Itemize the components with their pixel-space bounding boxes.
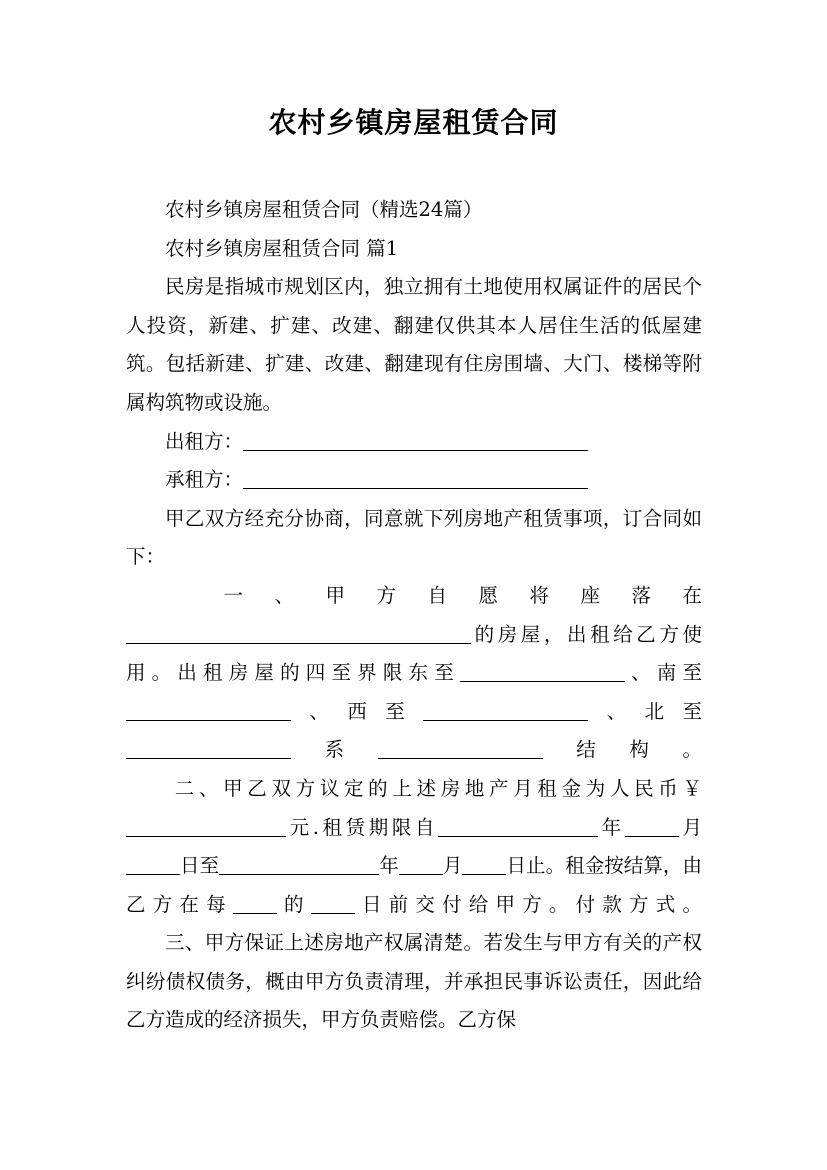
lessee-blank — [243, 469, 588, 490]
clause-2-part2: 元.租赁期限自 — [286, 815, 439, 839]
west-boundary-blank — [423, 700, 588, 721]
lessee-label: 承租方： — [165, 468, 244, 492]
clause-1-part6: 系 — [291, 738, 378, 762]
clause-1-part5: 、北至 — [588, 699, 702, 723]
clause-1-part4: 、西至 — [291, 699, 424, 723]
clause-2-part1: 二、甲乙双方议定的上述房地产月租金为人民币￥ — [174, 776, 702, 800]
clause-2-part6: 年 — [379, 854, 399, 878]
south-boundary-blank — [126, 700, 291, 721]
start-year-blank — [438, 816, 598, 837]
north-boundary-blank — [126, 739, 291, 760]
clause-1-part2: 的房屋，出租给乙方使用。出租房屋的四至界限东至 — [126, 622, 702, 685]
start-month-blank — [625, 816, 679, 837]
clause-2-part10: 日前交付给甲方。付款方式。 — [354, 892, 702, 916]
section-heading: 农村乡镇房屋租赁合同 篇1 — [165, 236, 399, 260]
end-year-blank — [219, 855, 379, 876]
clause-1-part7: 结构。 — [542, 738, 702, 762]
payment-period-blank — [233, 893, 277, 914]
location-blank — [126, 623, 471, 644]
clause-1 — [126, 577, 702, 770]
clause-2-part9: 的 — [276, 892, 311, 916]
document-title: 农村乡镇房屋租赁合同 — [268, 106, 559, 139]
payment-day-blank — [311, 893, 355, 914]
clause-2 — [126, 770, 702, 924]
clause-3: 三、甲方保证上述房地产权属清楚。若发生与甲方有关的产权纠纷债权债务，概由甲方负责清理，并承担民事诉讼责任，因此给乙方造成的经济损失，甲方负责赔偿。乙方保 — [126, 931, 702, 1032]
lessor-line — [126, 423, 702, 462]
clause-2-part5: 日至 — [180, 854, 220, 878]
clause-2-part8: 日止。租金按结算，由乙方在每 — [126, 854, 702, 916]
clause-1-part3: 、南至 — [624, 661, 702, 685]
clause-2-part7: 月 — [442, 854, 463, 878]
rent-amount-blank — [126, 816, 286, 837]
lessor-blank — [243, 430, 588, 451]
intro-paragraph: 民房是指城市规划区内，独立拥有土地使用权属证件的居民个人投资，新建、扩建、改建、翻建仅供其本人居住生活的低屋建筑。包括新建、扩建、改建、翻建现有住房围墙、大门、楼梯等附属构筑物或设施。 — [126, 275, 702, 414]
document-subtitle: 农村乡镇房屋租赁合同（精选24篇） — [165, 198, 483, 221]
end-month-blank — [399, 855, 443, 876]
clause-2-part3: 年 — [598, 815, 625, 839]
lessor-label: 出租方： — [165, 429, 244, 453]
structure-blank — [378, 739, 543, 760]
document-body — [126, 191, 702, 1040]
clause-1-part1: 一、甲方自愿将座落在 — [223, 583, 702, 607]
lessee-line — [126, 461, 702, 500]
agreement-intro-paragraph: 甲乙双方经充分协商，同意就下列房地产租赁事项，订合同如下： — [126, 506, 702, 569]
start-day-blank — [126, 855, 180, 876]
east-boundary-blank — [460, 662, 625, 683]
clause-2-part4: 月 — [678, 815, 702, 839]
end-day-blank — [462, 855, 506, 876]
